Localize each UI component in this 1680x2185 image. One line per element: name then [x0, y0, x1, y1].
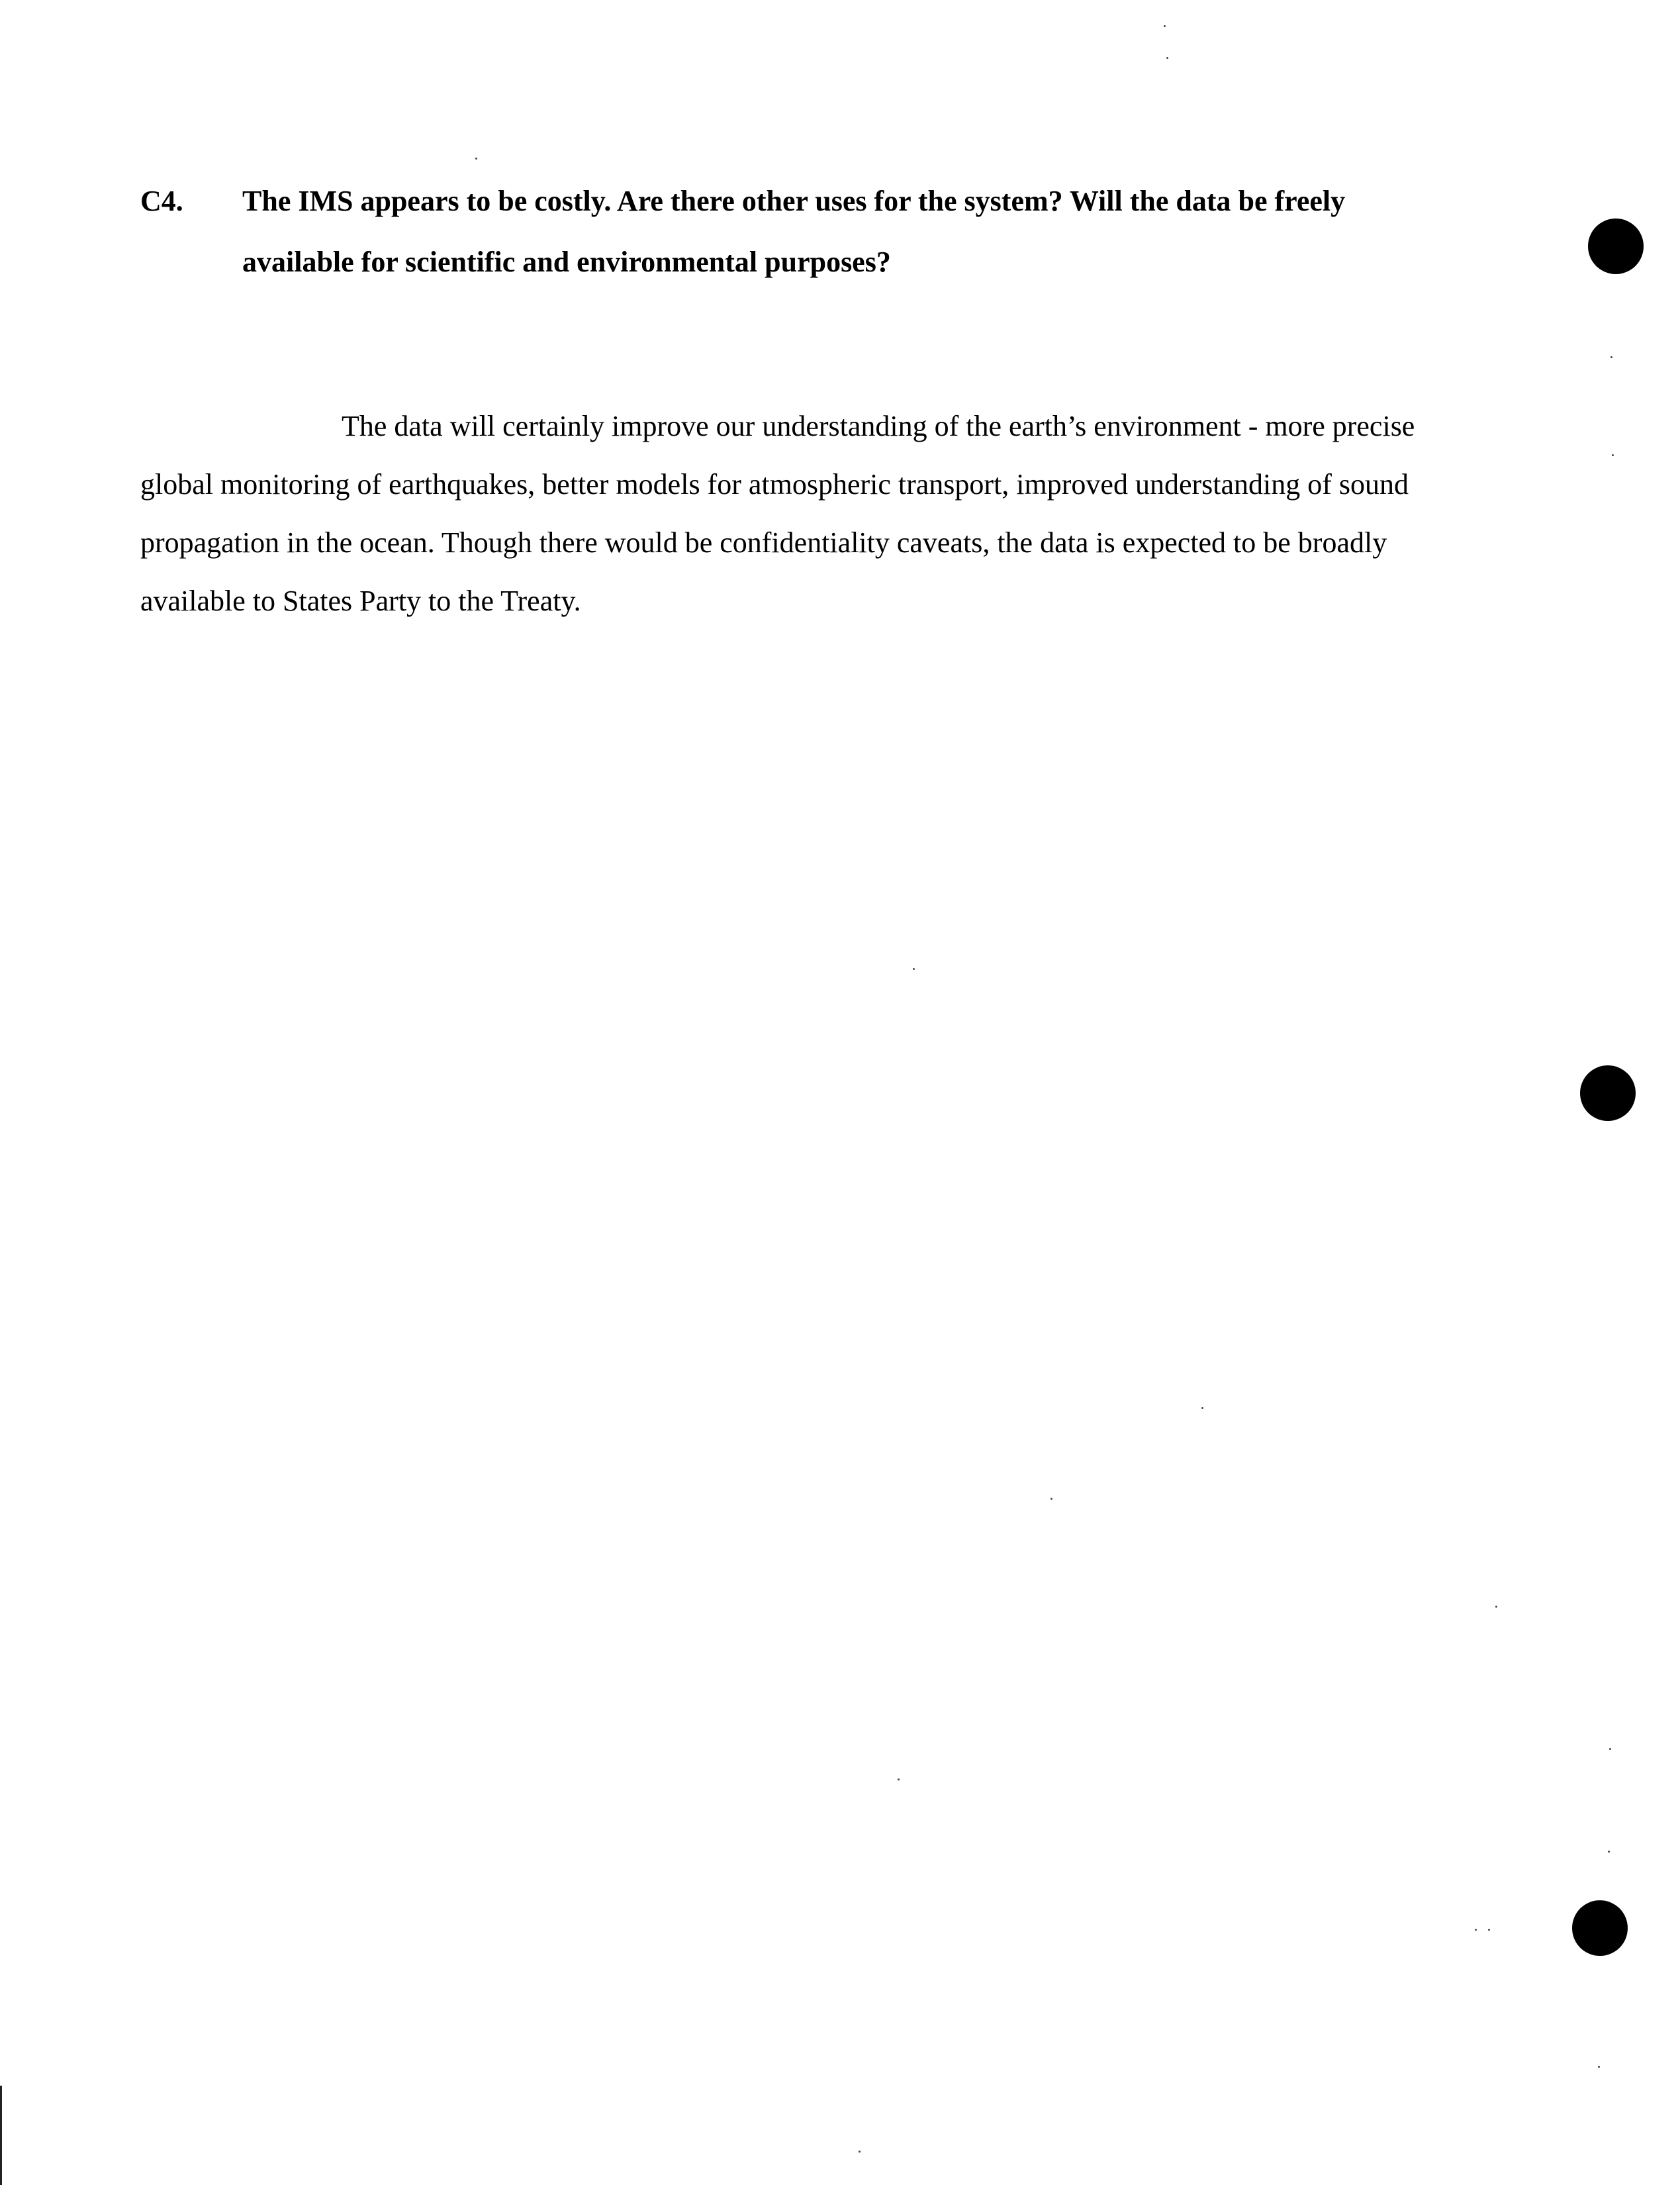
scan-speck	[1166, 57, 1168, 59]
scan-speck	[1608, 1851, 1610, 1853]
scan-speck	[913, 968, 915, 970]
scan-speck	[1488, 1929, 1490, 1931]
scan-speck	[475, 158, 477, 160]
scan-speck	[1598, 2066, 1600, 2068]
scan-speck	[1201, 1407, 1203, 1409]
scan-speck	[898, 1778, 900, 1780]
scan-speck	[1609, 1748, 1611, 1750]
scan-speck	[1475, 1929, 1477, 1931]
scan-speck	[1164, 25, 1166, 27]
question-text: The IMS appears to be costly. Are there other uses for the system? Will the data be freely available for scientific and environmental purposes?	[242, 185, 1346, 278]
question-number: C4.	[140, 185, 183, 217]
punch-hole-bottom	[1572, 1900, 1628, 1956]
scan-speck	[1050, 1498, 1052, 1500]
punch-hole-middle	[1580, 1065, 1636, 1121]
scan-speck	[1612, 454, 1614, 456]
scan-speck	[1495, 1606, 1497, 1608]
scan-edge-line	[0, 2086, 2, 2185]
scan-speck	[1610, 356, 1612, 358]
scan-speck	[859, 2151, 861, 2153]
question-block	[140, 171, 1398, 293]
punch-hole-top	[1588, 218, 1644, 274]
answer-paragraph: The data will certainly improve our understanding of the earth’s environment - more precise global monitoring of earthquakes, better models for atmospheric transport, improved understanding of sound propagation in the ocean. Though there would be confidentiality caveats, the data is expected to be broadly available to States Party to the Treaty.	[140, 410, 1415, 617]
